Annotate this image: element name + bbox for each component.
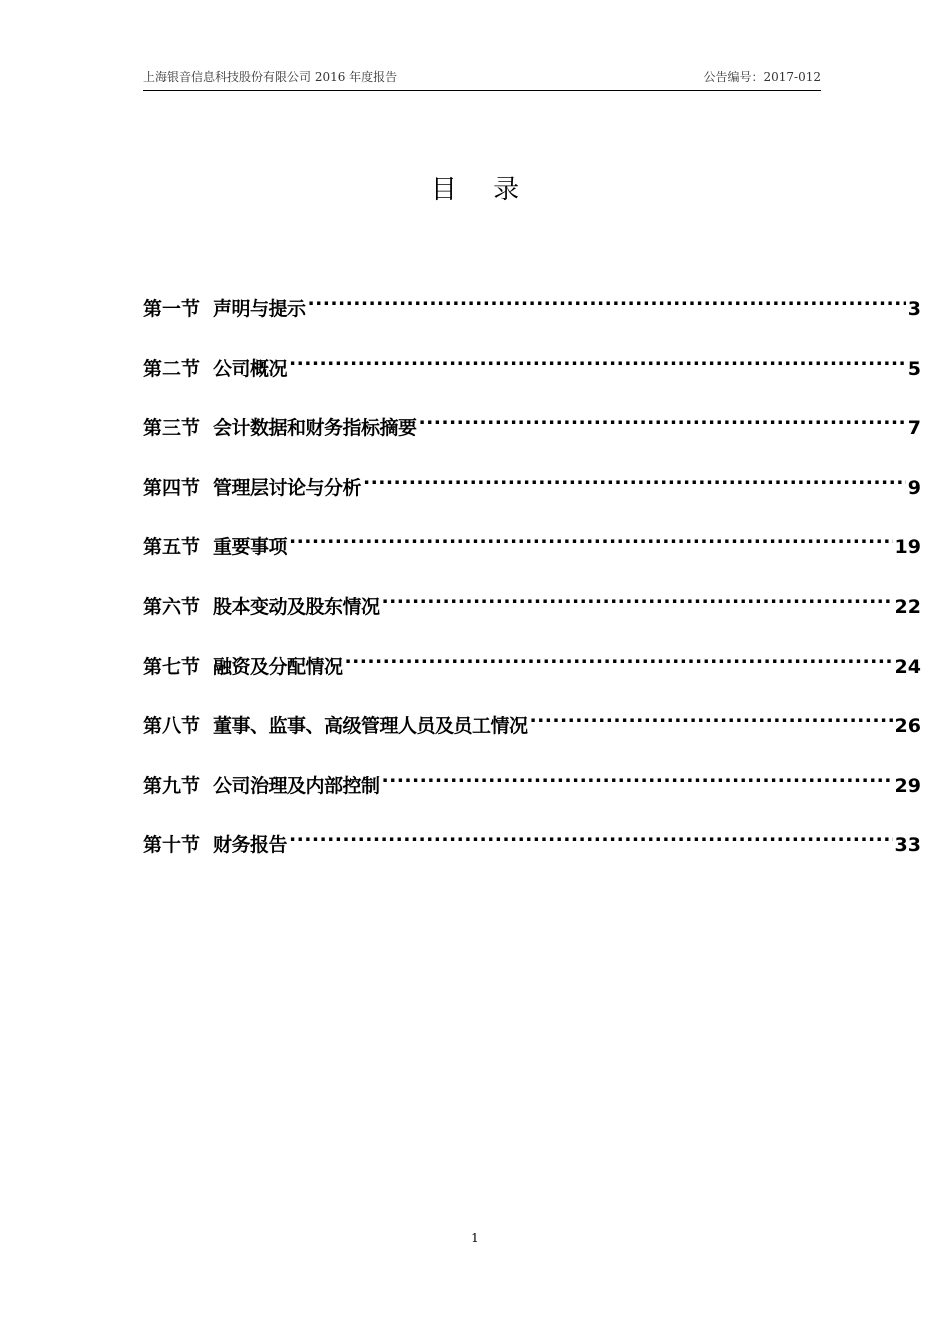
toc-page-number: 5 <box>907 357 921 380</box>
toc-entry-10[interactable] <box>143 819 921 879</box>
toc-section-number: 第七节 <box>143 655 201 678</box>
toc-entry-9[interactable] <box>143 760 921 820</box>
toc-section-number: 第十节 <box>143 834 201 857</box>
toc-section-label: 管理层讨论与分析 <box>213 476 362 499</box>
toc-section-label: 融资及分配情况 <box>213 655 343 678</box>
toc-section-number: 第四节 <box>143 476 201 499</box>
toc-page-number: 29 <box>894 774 921 797</box>
toc-entry-6[interactable] <box>143 581 921 641</box>
dot-leader <box>345 641 893 673</box>
dot-leader <box>363 462 906 494</box>
toc-entry-3[interactable] <box>143 402 921 462</box>
toc-section-label: 公司治理及内部控制 <box>213 774 380 797</box>
toc-section-number: 第三节 <box>143 417 201 440</box>
dot-leader <box>308 283 906 315</box>
toc-section-number: 第一节 <box>143 298 201 320</box>
dot-leader <box>289 521 893 553</box>
toc-section-label: 财务报告 <box>213 834 288 857</box>
toc-entry-7[interactable] <box>143 641 921 701</box>
dot-leader <box>382 760 893 792</box>
toc-page-number: 7 <box>907 417 921 440</box>
report-title-header: 上海银音信息科技股份有限公司 2016 年度报告 <box>143 70 398 84</box>
dot-leader <box>530 700 893 732</box>
table-of-contents <box>143 283 921 879</box>
toc-section-label: 董事、监事、高级管理人员及员工情况 <box>213 715 528 738</box>
dot-leader <box>289 819 893 851</box>
dot-leader <box>289 343 906 375</box>
toc-title: 目 录 <box>430 175 534 205</box>
toc-entry-1[interactable] <box>143 283 921 343</box>
dot-leader <box>382 581 893 613</box>
toc-section-label: 股本变动及股东情况 <box>213 595 380 618</box>
toc-entry-4[interactable] <box>143 462 921 522</box>
toc-section-label: 声明与提示 <box>213 298 306 320</box>
toc-page-number: 22 <box>894 595 921 618</box>
page-number: 1 <box>471 1231 479 1245</box>
toc-entry-5[interactable] <box>143 521 921 581</box>
toc-section-label: 重要事项 <box>213 536 288 559</box>
toc-page-number: 33 <box>894 834 921 857</box>
toc-section-number: 第五节 <box>143 536 201 559</box>
toc-page-number: 26 <box>894 715 921 738</box>
page-header <box>143 64 821 91</box>
toc-section-label: 公司概况 <box>213 357 288 380</box>
toc-page-number: 9 <box>907 476 921 499</box>
toc-section-label: 会计数据和财务指标摘要 <box>213 417 417 440</box>
dot-leader <box>419 402 906 434</box>
toc-section-number: 第六节 <box>143 595 201 618</box>
toc-section-number: 第九节 <box>143 774 201 797</box>
toc-section-number: 第八节 <box>143 715 201 738</box>
toc-page-number: 19 <box>894 536 921 559</box>
toc-entry-2[interactable] <box>143 343 921 403</box>
toc-page-number: 24 <box>894 655 921 678</box>
toc-page-number: 3 <box>907 298 921 320</box>
toc-section-number: 第二节 <box>143 357 201 380</box>
announcement-number: 公告编号：2017-012 <box>703 70 821 84</box>
toc-entry-8[interactable] <box>143 700 921 760</box>
